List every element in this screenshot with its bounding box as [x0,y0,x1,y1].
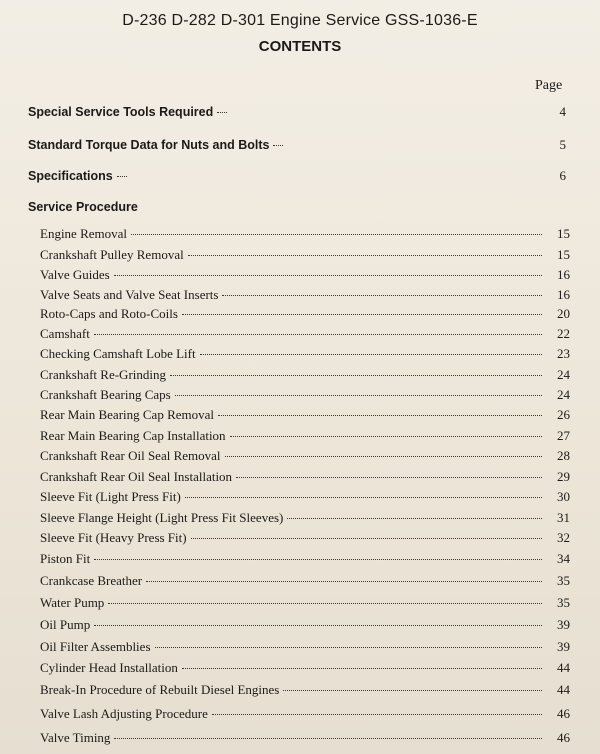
leader-dots [146,581,542,582]
toc-entry-label: Specifications [28,169,113,183]
toc-sub-entry [40,367,570,383]
leader-dots [131,234,542,235]
leader-dots [188,255,542,256]
toc-entry-page: 28 [557,448,570,463]
toc-entry-label: Valve Timing [40,730,111,745]
toc-entry-page: 39 [557,617,570,632]
page-column-label: Page [535,78,563,93]
leader-dots [94,625,542,626]
toc-entry-page: 44 [557,660,570,675]
toc-entry-page: 24 [557,387,570,402]
toc-entry-page: 5 [559,137,566,152]
document-title: D-236 D-282 D-301 Engine Service GSS-1036-E [122,12,478,29]
toc-entry-label: Oil Filter Assemblies [40,639,151,654]
toc-sub-entry [40,226,570,242]
toc-sub-entry [40,247,570,263]
toc-entry-special-tools [28,104,566,120]
toc-entry-label: Crankshaft Rear Oil Seal Removal [40,448,221,463]
toc-entry-label: Rear Main Bearing Cap Installation [40,428,226,443]
toc-sub-entry [40,489,570,505]
toc-entry-label: Standard Torque Data for Nuts and Bolts [28,138,270,152]
toc-sub-entry [40,469,570,485]
toc-sub-entry [40,639,570,655]
leader-dots [273,145,283,146]
contents-heading: CONTENTS [258,38,342,55]
toc-sub-entry [40,573,570,589]
leader-dots [212,714,542,715]
leader-dots [222,295,542,296]
toc-entry-label: Crankshaft Rear Oil Seal Installation [40,469,233,484]
toc-entry-torque-data [28,137,566,153]
toc-entry-page: 29 [557,469,570,484]
toc-sub-entry [40,595,570,611]
toc-entry-label: Valve Guides [40,267,110,282]
toc-sub-entry [40,706,570,722]
toc-entry-label: Crankshaft Bearing Caps [40,387,171,402]
leader-dots [108,603,542,604]
leader-dots [283,690,542,691]
leader-dots [218,415,542,416]
toc-entry-page: 30 [557,489,570,504]
toc-entry-label: Valve Seats and Valve Seat Inserts [40,287,219,302]
leader-dots [200,354,542,355]
toc-entry-label: Special Service Tools Required [28,105,214,119]
leader-dots [114,275,542,276]
toc-entry-page: 4 [559,104,566,119]
toc-entry-label: Piston Fit [40,551,91,566]
toc-entry-page: 46 [557,730,570,745]
toc-entry-page: 6 [559,168,566,183]
toc-entry-label: Engine Removal [40,226,128,241]
toc-entry-page: 16 [557,287,570,302]
leader-dots [191,538,542,539]
toc-sub-entry [40,428,570,444]
toc-sub-entry [40,346,570,362]
leader-dots [182,668,542,669]
toc-entry-label: Rear Main Bearing Cap Removal [40,407,215,422]
toc-entry-page: 15 [557,247,570,262]
toc-entry-label: Crankshaft Re-Grinding [40,367,167,382]
toc-entry-specifications [28,168,566,184]
toc-entry-label: Sleeve Fit (Heavy Press Fit) [40,530,187,545]
toc-entry-label: Cylinder Head Installation [40,660,178,675]
toc-entry-label: Sleeve Fit (Light Press Fit) [40,489,181,504]
leader-dots [94,334,542,335]
leader-dots [117,176,127,177]
toc-entry-page: 35 [557,595,570,610]
toc-entry-page: 15 [557,226,570,241]
toc-sub-entry [40,448,570,464]
leader-dots [236,477,542,478]
toc-sub-entry [40,407,570,423]
toc-sub-entry [40,267,570,283]
toc-sub-entry [40,617,570,633]
toc-entry-page: 32 [557,530,570,545]
toc-entry-page: 27 [557,428,570,443]
toc-entry-page: 31 [557,510,570,525]
leader-dots [287,518,542,519]
leader-dots [185,497,542,498]
toc-entry-page: 24 [557,367,570,382]
toc-entry-label: Oil Pump [40,617,91,632]
toc-entry-page: 44 [557,682,570,697]
toc-entry-label: Camshaft [40,326,90,341]
leader-dots [114,738,542,739]
toc-entry-label: Break-In Procedure of Rebuilt Diesel Engines [40,682,280,697]
toc-entry-page: 26 [557,407,570,422]
toc-entry-page: 22 [557,326,570,341]
toc-entry-page: 23 [557,346,570,361]
leader-dots [225,456,542,457]
leader-dots [170,375,542,376]
leader-dots [230,436,542,437]
leader-dots [94,559,542,560]
toc-sub-entry [40,530,570,546]
toc-sub-entry [40,682,570,698]
toc-entry-page: 46 [557,706,570,721]
service-procedure-heading: Service Procedure [28,200,138,214]
toc-entry-label: Sleeve Flange Height (Light Press Fit Sleeves) [40,510,284,525]
toc-entry-label: Water Pump [40,595,105,610]
toc-sub-entry [40,510,570,526]
toc-sub-entry [40,551,570,567]
toc-entry-page: 16 [557,267,570,282]
leader-dots [155,647,543,648]
toc-sub-entry [40,326,570,342]
toc-entry-label: Valve Lash Adjusting Procedure [40,706,208,721]
toc-sub-entry [40,306,570,322]
toc-sub-entry [40,730,570,746]
toc-entry-label: Checking Camshaft Lobe Lift [40,346,196,361]
leader-dots [175,395,542,396]
toc-entry-label: Roto-Caps and Roto-Coils [40,306,178,321]
toc-sub-entry [40,387,570,403]
leader-dots [217,112,227,113]
toc-sub-entry [40,660,570,676]
toc-entry-page: 20 [557,306,570,321]
toc-sub-entry [40,287,570,303]
toc-entry-page: 34 [557,551,570,566]
toc-entry-page: 35 [557,573,570,588]
toc-entry-label: Crankcase Breather [40,573,143,588]
toc-entry-label: Crankshaft Pulley Removal [40,247,184,262]
toc-entry-page: 39 [557,639,570,654]
leader-dots [182,314,542,315]
